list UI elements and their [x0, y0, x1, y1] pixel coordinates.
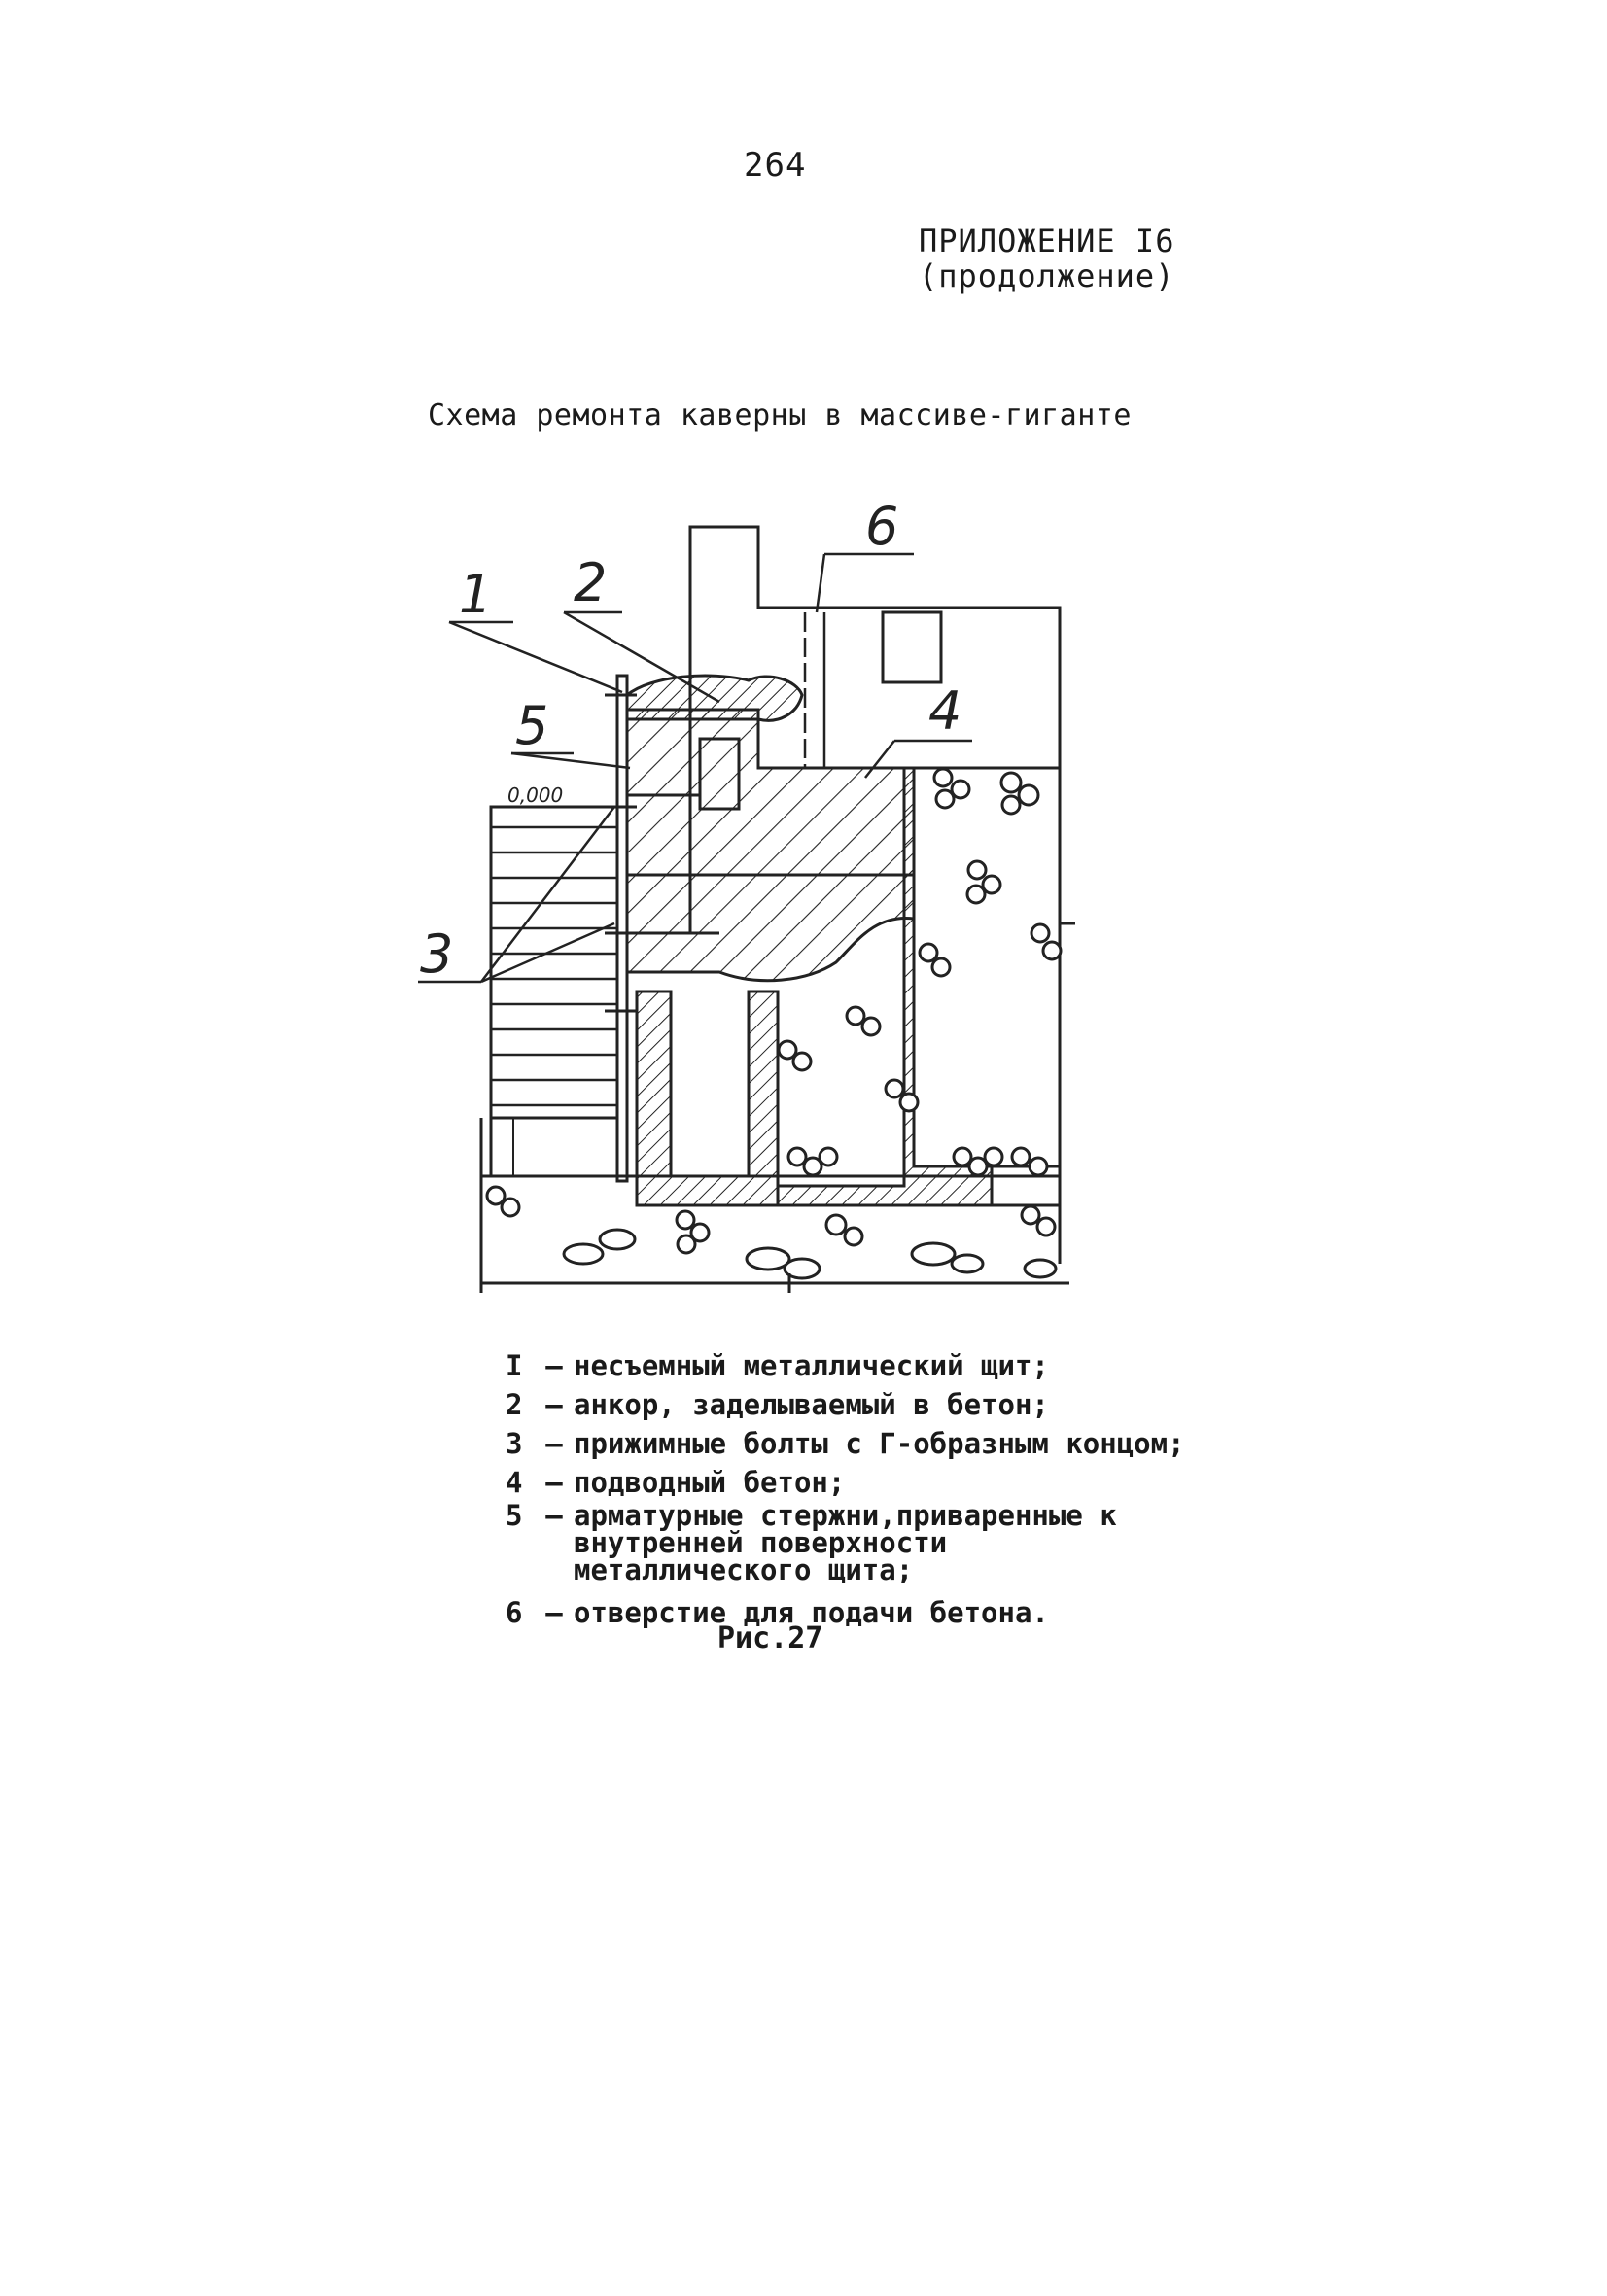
- legend-text: анкор, заделываемый в бетон;: [574, 1388, 1049, 1421]
- legend-num: 2: [506, 1388, 523, 1421]
- legend-text: отверстие для подачи бетона.: [574, 1596, 1049, 1629]
- legend-num: 3: [506, 1427, 523, 1460]
- appendix-subtitle: (продолжение): [919, 258, 1175, 295]
- figure-caption: Рис.27: [717, 1621, 823, 1655]
- legend-item: I – несъемный металлический щит;: [506, 1346, 1196, 1385]
- legend-text: арматурные стержни,приваренные к внутренней поверхности металлического щита;: [574, 1499, 1117, 1586]
- level-mark: 0,000: [507, 783, 564, 807]
- appendix-heading: [919, 224, 1174, 294]
- callout-6: 6: [865, 496, 899, 557]
- callout-4: 4: [928, 680, 962, 742]
- legend-num: 5: [506, 1499, 523, 1532]
- legend-item: 2 – анкор, заделываемый в бетон;: [506, 1385, 1196, 1424]
- legend-item: 5 – арматурные стержни,приваренные к внутренней поверхности металлического щита;: [506, 1502, 1196, 1583]
- legend: [506, 1346, 1196, 1632]
- hollow-chamber-wall: [637, 991, 778, 1205]
- legend-item: 6 – отверстие для подачи бетона.: [506, 1593, 1196, 1632]
- page-number: 264: [744, 146, 807, 185]
- legend-item: 4 – подводный бетон;: [506, 1463, 1196, 1502]
- legend-num: I: [506, 1349, 523, 1382]
- callout-5: 5: [515, 695, 549, 756]
- appendix-title: ПРИЛОЖЕНИЕ I6: [919, 223, 1175, 260]
- left-masonry: [491, 807, 617, 1118]
- figure-title: Схема ремонта каверны в массиве-гиганте: [428, 399, 1132, 433]
- underwater-concrete: [627, 710, 914, 981]
- callout-2: 2: [574, 552, 608, 613]
- legend-num: 6: [506, 1596, 523, 1629]
- callout-3: 3: [420, 923, 454, 985]
- legend-text: подводный бетон;: [574, 1466, 846, 1499]
- legend-num: 4: [506, 1466, 523, 1499]
- repair-scheme-drawing: [389, 486, 1128, 1293]
- legend-text: несъемный металлический щит;: [574, 1349, 1049, 1382]
- callout-1: 1: [459, 564, 493, 625]
- legend-item: 3 – прижимные болты с Г-образным концом;: [506, 1424, 1196, 1463]
- top-block: [883, 612, 941, 682]
- legend-text: прижимные болты с Г-образным концом;: [574, 1427, 1185, 1460]
